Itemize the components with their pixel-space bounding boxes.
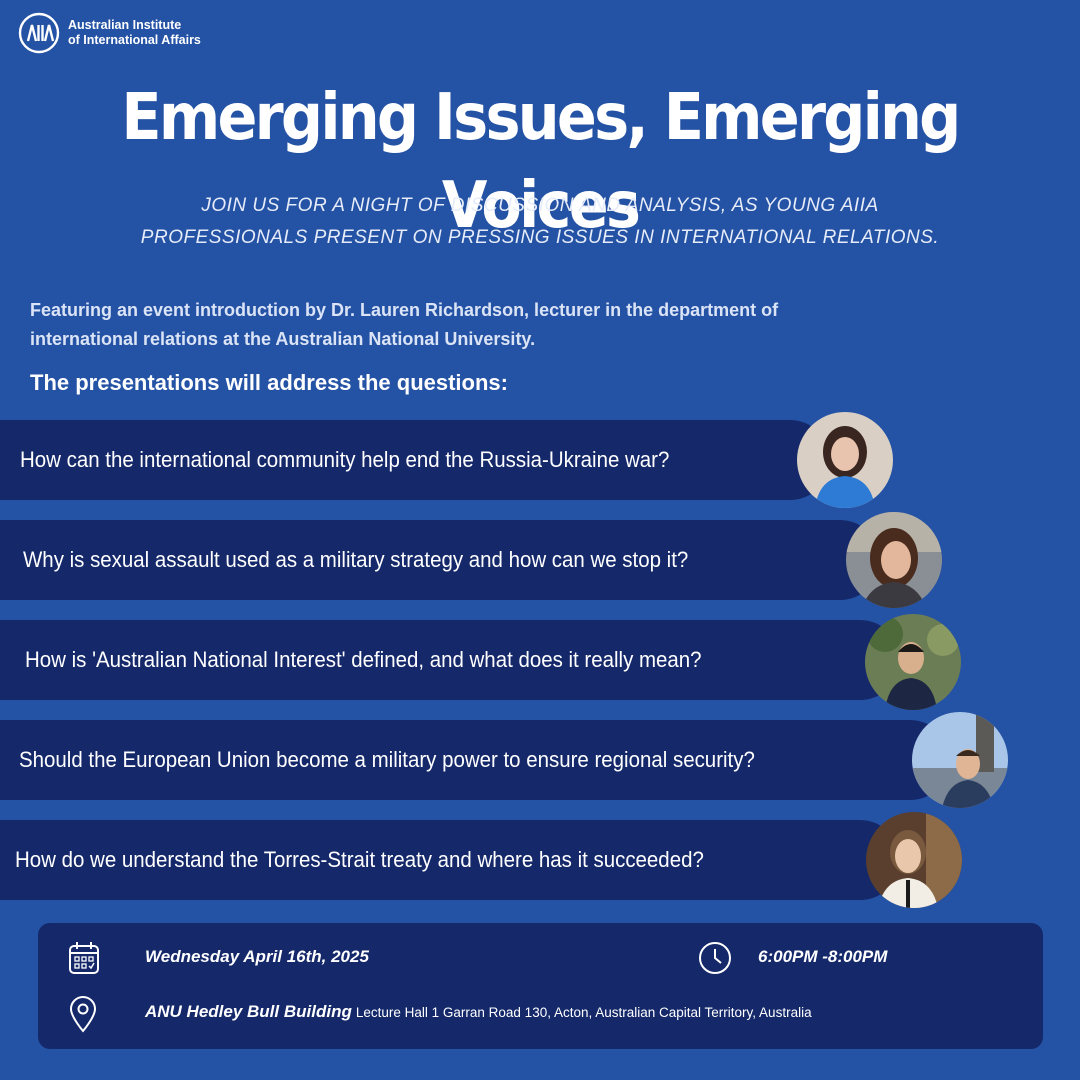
- question-2-text: Why is sexual assault used as a military strategy and how can we stop it?: [23, 547, 689, 572]
- questions-heading: The presentations will address the questions:: [30, 370, 508, 395]
- speaker-photo-4: [912, 712, 1008, 808]
- location-pin-icon: [68, 995, 98, 1033]
- speaker-photo-5: [866, 812, 962, 908]
- question-bar-1: [0, 420, 830, 500]
- event-location: [145, 1002, 812, 1022]
- question-bar-3: [0, 620, 900, 700]
- event-tagline: [0, 190, 1080, 254]
- event-venue: ANU Hedley Bull Building: [145, 1002, 352, 1021]
- event-info-panel: [38, 923, 1043, 1049]
- event-time: 6:00PM -8:00PM: [758, 947, 888, 966]
- question-bar-5: [0, 820, 900, 900]
- speaker-photo-1: [797, 412, 893, 508]
- tagline-line2: PROFESSIONALS PRESENT ON PRESSING ISSUES IN INTERNATIONAL RELATIONS.: [140, 227, 940, 248]
- question-1-text: How can the international community help end the Russia-Ukraine war?: [20, 447, 670, 472]
- org-name-line2: of International Affairs: [68, 33, 201, 47]
- org-name: [68, 18, 201, 48]
- clock-icon: [698, 941, 732, 975]
- speaker-photo-2: [846, 512, 942, 608]
- tagline-line1: JOIN US FOR A NIGHT OF DISCUSSION AND ANALYSIS, AS YOUNG AIIA: [201, 195, 879, 216]
- question-5-text: How do we understand the Torres-Strait treaty and where has it succeeded?: [15, 847, 704, 872]
- featuring-line2: international relations at the Australian National University.: [30, 329, 536, 349]
- speaker-photo-3: [865, 614, 961, 710]
- question-bar-4: [0, 720, 950, 800]
- calendar-icon: [68, 941, 100, 975]
- org-name-line1: Australian Institute: [68, 18, 182, 32]
- event-title: Emerging Issues, Emerging Voices: [121, 81, 959, 243]
- question-4-text: Should the European Union become a military power to ensure regional security?: [19, 747, 755, 772]
- featuring-text: [30, 296, 930, 354]
- question-3-text: How is 'Australian National Interest' defined, and what does it really mean?: [25, 647, 702, 672]
- featuring-line1: Featuring an event introduction by Dr. Lauren Richardson, lecturer in the department of: [30, 300, 779, 320]
- aiia-logo-mark: [18, 12, 60, 54]
- question-bar-2: [0, 520, 880, 600]
- aiia-logo: [18, 12, 201, 54]
- event-date: Wednesday April 16th, 2025: [145, 947, 369, 966]
- event-address: Lecture Hall 1 Garran Road 130, Acton, Australian Capital Territory, Australia: [355, 1005, 812, 1020]
